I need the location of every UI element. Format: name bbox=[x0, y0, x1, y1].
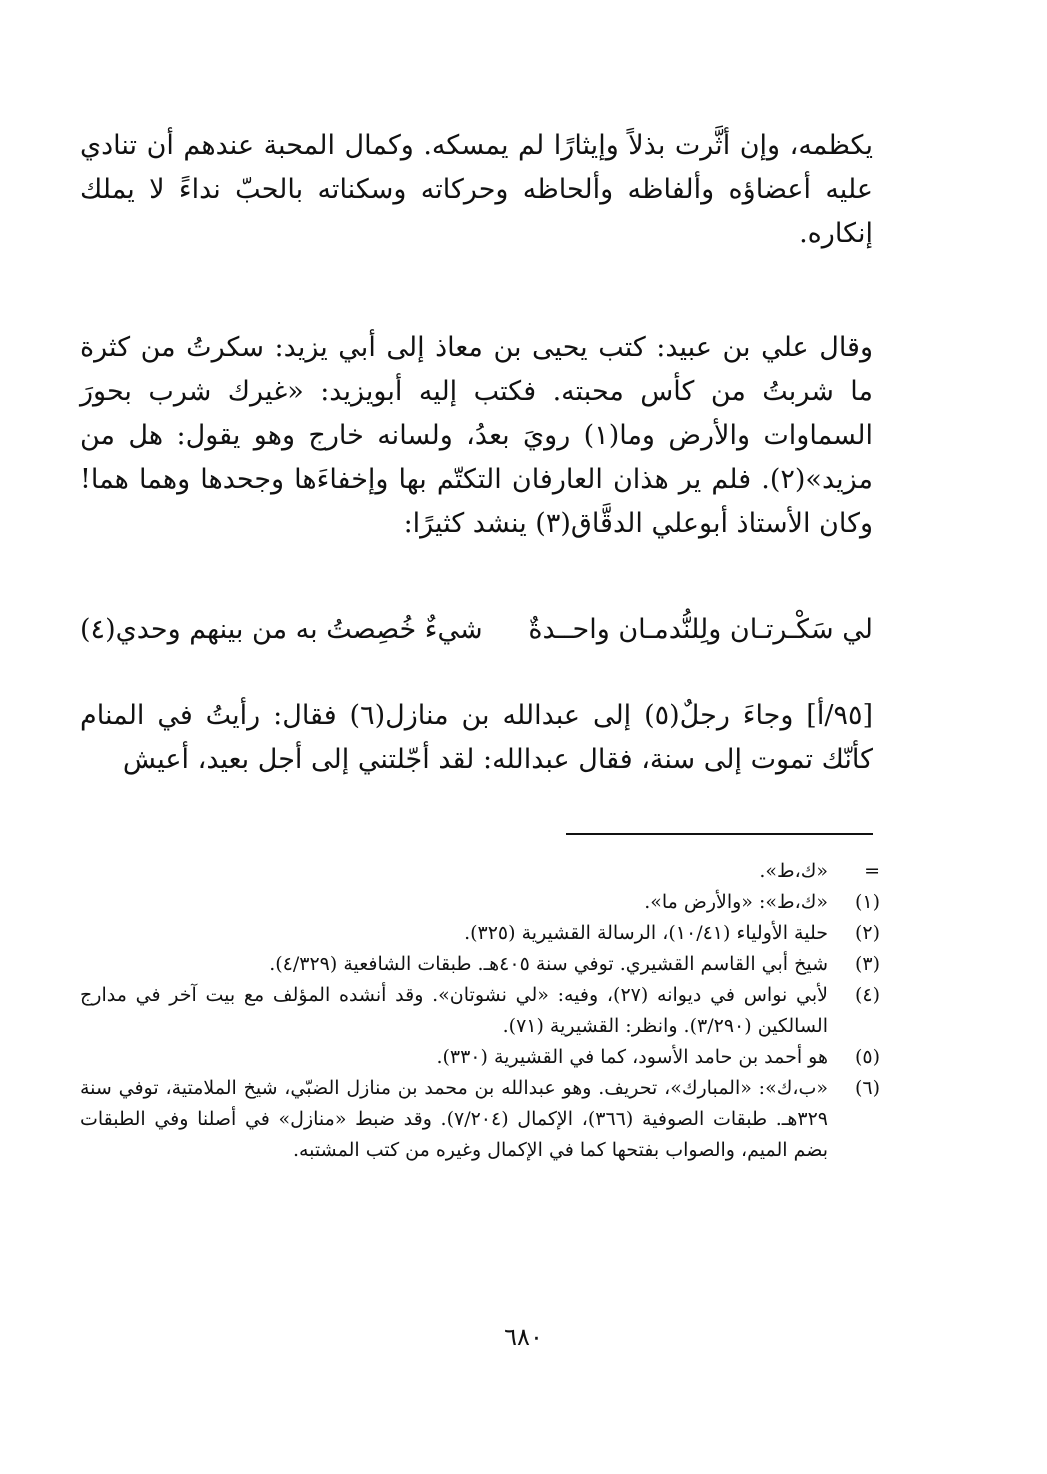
paragraph-3: [٩٥/أ] وجاءَ رجلٌ(٥) إلى عبدالله بن منازل(٦) فقال: رأيتُ في المنام كأنّك تموت إلى سنة، فقال عبدالله: لقد أجّلتني إلى أجل بعيد، أعيش bbox=[80, 700, 873, 775]
footnote-item bbox=[80, 856, 880, 887]
footnote-item bbox=[80, 887, 880, 918]
footnote-text: شيخ أبي القاسم القشيري. توفي سنة ٤٠٥هـ. طبقات الشافعية (٤/٣٢٩). bbox=[269, 953, 828, 975]
footnote-number: (٤) bbox=[854, 984, 880, 1006]
poetry-verse bbox=[80, 608, 873, 652]
paragraph-2: وقال علي بن عبيد: كتب يحيى بن معاذ إلى أبي يزيد: سكرتُ من كثرة ما شربتُ من كأس محبته. فكتب إليه أبويزيد: «غيرك شرب بحورَ السماوات والأرض وما(١) رويَ بعدُ، ولسانه خارج وهو يقول: هل من مزيد»(٢). فلم ير هذان العارفان التكتّم بها وإخفاءَها وجحدها وهما هما! وكان الأستاذ أبوعلي الدقَّاق(٣) ينشد كثيرًا: bbox=[80, 332, 873, 539]
footnote-text: «ك،ط». bbox=[759, 860, 828, 882]
footnote-item bbox=[80, 949, 880, 980]
footnote-item bbox=[80, 1073, 880, 1166]
footnote-item bbox=[80, 980, 880, 1042]
footnote-separator bbox=[566, 833, 873, 835]
footnote-item bbox=[80, 918, 880, 949]
footnote-text: لأبي نواس في ديوانه (٢٧)، وفيه: «لي نشوتان». وقد أنشده المؤلف مع بيت آخر في مدارج السالكين (٣/٢٩٠). وانظر: القشيرية (٧١). bbox=[80, 984, 828, 1037]
paragraph-1: يكظمه، وإن أثَّرت بذلاً وإيثارًا لم يمسكه. وكمال المحبة عندهم أن تنادي عليه أعضاؤه وألفاظه وألحاظه وحركاته وسكناته بالحبّ نداءً لا يملك إنكاره. bbox=[80, 130, 873, 249]
footnote-text: «ب،ك»: «المبارك»، تحريف. وهو عبدالله بن محمد بن منازل الضبّي، شيخ الملامتية، توفي سنة ٣٢٩هـ. طبقات الصوفية (٣٦٦)، الإكمال (٧/٢٠٤). وقد ضبط «منازل» في أصلنا وفي الطبقات بضم الميم، والصواب بفتحها كما في الإكمال وغيره من كتب المشتبه. bbox=[80, 1077, 829, 1161]
page-number: ٦٨٠ bbox=[504, 1323, 543, 1351]
footnote-text: هو أحمد بن حامد الأسود، كما في القشيرية (٣٣٠). bbox=[436, 1046, 828, 1068]
footnote-text: «ك،ط»: «والأرض ما». bbox=[644, 891, 828, 913]
verse-second-hemistich: شيءٌ خُصِصتُ به من بينهم وحدي(٤) bbox=[80, 614, 483, 645]
footnote-number: (٥) bbox=[854, 1046, 880, 1068]
footnote-item bbox=[80, 1042, 880, 1073]
footnote-number: (١) bbox=[854, 891, 880, 913]
footnotes bbox=[80, 856, 880, 1166]
footnote-number: (٦) bbox=[854, 1077, 880, 1099]
footnote-text: حلية الأولياء (١٠/٤١)، الرسالة القشيرية (٣٢٥). bbox=[464, 922, 828, 944]
footnote-number: = bbox=[864, 860, 880, 882]
footnote-number: (٣) bbox=[854, 953, 880, 975]
verse-first-hemistich: لي سَكْـرتـان ولِلنُّدمـان واحــدةٌ bbox=[528, 614, 873, 645]
footnote-number: (٢) bbox=[854, 922, 880, 944]
